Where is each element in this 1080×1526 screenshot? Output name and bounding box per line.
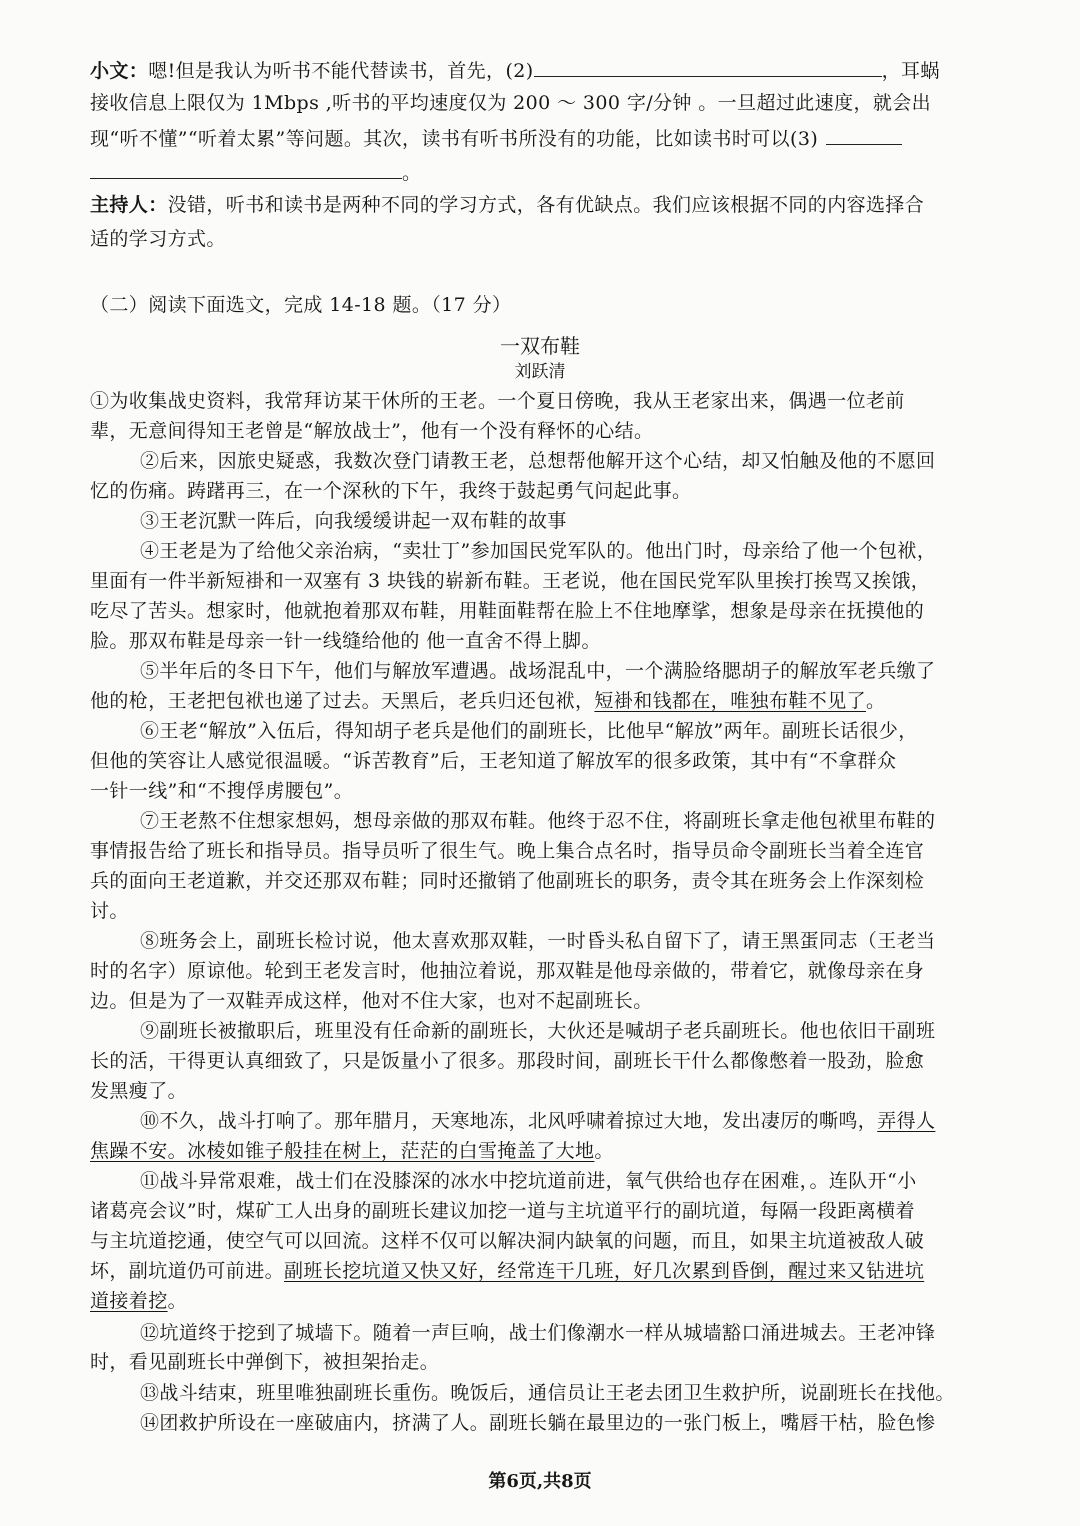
p4-line-4: 脸。那双布鞋是母亲一针一线缝给他的 他一直舍不得上脚。 — [90, 630, 601, 652]
speaker-host: 主持人： — [90, 194, 168, 216]
answer-blank-3a[interactable] — [826, 122, 902, 145]
p5-line-2: 他的枪，王老把包袱也递了过去。天黑后，老兵归还包袱，短褂和钱都在，唯独布鞋不见了。 — [90, 690, 886, 712]
p9-line-3: 发黑瘦了。 — [90, 1080, 188, 1102]
underlined-sentence: 短褂和钱都在，唯独布鞋不见了 — [594, 690, 867, 712]
xiaowen-line-2: 接收信息上限仅为 1Mbps ,听书的平均速度仅为 200 ～ 300 字/分钟 。一旦超过此速度，就会出 — [90, 92, 932, 114]
article-title: 一双布鞋 — [500, 334, 580, 358]
p4-line-3: 吃尽了苦头。想家时，他就抱着那双布鞋，用鞋面鞋帮在脸上不住地摩挲，想象是母亲在抚摸他的 — [90, 600, 925, 622]
p1-line-1: ①为收集战史资料，我常拜访某干休所的王老。一个夏日傍晚，我从王老家出来，偶遇一位老前 — [90, 390, 905, 412]
speaker-xiaowen: 小文： — [90, 60, 149, 82]
p7-line-2: 事情报告给了班长和指导员。指导员听了很生气。晚上集合点名时，指导员命令副班长当着全连官 — [90, 840, 925, 862]
p6-line-3: 一针一线”和“不搜俘虏腰包”。 — [90, 780, 354, 802]
xiaowen-line-3: 现“听不懂”“听着太累”等问题。其次，读书有听书所没有的功能，比如读书时可以(3) — [90, 122, 1020, 154]
answer-blank-3b[interactable] — [90, 156, 402, 179]
p13-line-1: ⑬战斗结束，班里唯独副班长重伤。晚饭后，通信员让王老去团卫生救护所，说副班长在找他。 — [140, 1382, 955, 1404]
p8-line-1: ⑧班务会上，副班长检讨说，他太喜欢那双鞋，一时昏头私自留下了，请王黑蛋同志（王老当 — [140, 930, 936, 952]
underlined-sentence: 道接着挖 — [90, 1290, 168, 1312]
p4-line-1: ④王老是为了给他父亲治病，“卖壮丁”参加国民党军队的。他出门时，母亲给了他一个包袱， — [140, 540, 937, 562]
p9-line-2: 长的活，干得更认真细致了，只是饭量小了很多。那段时间，副班长干什么都像憋着一股劲，脸愈 — [90, 1050, 925, 1072]
p2-line-2: 忆的伤痛。踌躇再三，在一个深秋的下午，我终于鼓起勇气问起此事。 — [90, 480, 692, 502]
p14-line-1: ⑭团救护所设在一座破庙内，挤满了人。副班长躺在最里边的一张门板上，嘴唇干枯，脸色惨 — [140, 1412, 936, 1434]
xiaowen-line-4: 。 — [90, 156, 1020, 188]
p8-line-2: 时的名字）原谅他。轮到王老发言时，他抽泣着说，那双鞋是他母亲做的，带着它，就像母亲在身 — [90, 960, 925, 982]
page-number: 第6页,共8页 — [0, 1470, 1080, 1494]
p10-line-1: ⑩不久，战斗打响了。那年腊月，天寒地冻，北风呼啸着掠过大地，发出凄厉的嘶鸣，弄得人 — [140, 1110, 936, 1132]
p7-line-3: 兵的面向王老道歉，并交还那双布鞋；同时还撤销了他副班长的职务，责令其在班务会上作深刻检 — [90, 870, 925, 892]
p3-line-1: ③王老沉默一阵后，向我缓缓讲起一双布鞋的故事 — [140, 510, 567, 532]
p11-line-2: 诸葛亮会议”时，煤矿工人出身的副班长建议加挖一道与主坑道平行的副坑道，每隔一段距离横着 — [90, 1200, 915, 1222]
p11-line-1: ⑪战斗异常艰难，战士们在没膝深的冰水中挖坑道前进，氧气供给也存在困难，。连队开“小 — [140, 1170, 917, 1192]
p9-line-1: ⑨副班长被撤职后，班里没有任命新的副班长，大伙还是喊胡子老兵副班长。他也依旧干副班 — [140, 1020, 936, 1042]
underlined-sentence: 焦躁不安。冰棱如锥子般挂在树上，茫茫的白雪掩盖了大地 — [90, 1140, 595, 1162]
p11-line-3: 与主坑道挖通，使空气可以回流。这样不仅可以解决洞内缺氧的问题，而且，如果主坑道被敌人破 — [90, 1230, 925, 1252]
p1-line-2: 辈，无意间得知王老曾是“解放战士”，他有一个没有释怀的心结。 — [90, 420, 654, 442]
answer-blank-2[interactable] — [534, 54, 882, 77]
p8-line-3: 边。但是为了一双鞋弄成这样，他对不住大家，也对不起副班长。 — [90, 990, 653, 1012]
p7-line-4: 讨。 — [90, 900, 129, 922]
section-heading: （二）阅读下面选文，完成 14-18 题。（17 分） — [90, 294, 512, 316]
underlined-sentence: 弄得人 — [877, 1110, 936, 1132]
host-line-1: 主持人：没错，听书和读书是两种不同的学习方式，各有优缺点。我们应该根据不同的内容选择合 — [90, 194, 925, 216]
p7-line-1: ⑦王老熬不住想家想妈，想母亲做的那双布鞋。他终于忍不住，将副班长拿走他包袱里布鞋的 — [140, 810, 936, 832]
p11-line-4: 坏，副坑道仍可前进。副班长挖坑道又快又好，经常连干几班，好几次累到昏倒，醒过来又钻进坑 — [90, 1260, 925, 1282]
xiaowen-line-1: 小文：嗯!但是我认为听书不能代替读书，首先，(2) ，耳蜗 — [90, 54, 1020, 86]
p12-line-1: ⑫坑道终于挖到了城墙下。随着一声巨响，战士们像潮水一样从城墙豁口涌进城去。王老冲锋 — [140, 1322, 936, 1344]
p10-line-2: 焦躁不安。冰棱如锥子般挂在树上，茫茫的白雪掩盖了大地。 — [90, 1140, 614, 1162]
p2-line-1: ②后来，因旅史疑惑，我数次登门请教王老，总想帮他解开这个心结，却又怕触及他的不愿回 — [140, 450, 936, 472]
host-line-2: 适的学习方式。 — [90, 228, 226, 250]
underlined-sentence: 副班长挖坑道又快又好，经常连干几班，好几次累到昏倒，醒过来又钻进坑 — [284, 1260, 925, 1282]
p4-line-2: 里面有一件半新短褂和一双塞有 3 块钱的崭新布鞋。王老说，他在国民党军队里挨打挨骂又挨饿， — [90, 570, 931, 592]
p11-line-5: 道接着挖。 — [90, 1290, 188, 1312]
p6-line-2: 但他的笑容让人感觉很温暖。“诉苦教育”后，王老知道了解放军的很多政策，其中有“不拿群众 — [90, 750, 897, 772]
article-author: 刘跃清 — [514, 362, 566, 382]
p5-line-1: ⑤半年后的冬日下午，他们与解放军遭遇。战场混乱中，一个满脸络腮胡子的解放军老兵缴了 — [140, 660, 936, 682]
p6-line-1: ⑥王老“解放”入伍后，得知胡子老兵是他们的副班长，比他早“解放”两年。副班长话很少， — [140, 720, 918, 742]
p12-line-2: 时，看见副班长中弹倒下，被担架抬走。 — [90, 1351, 440, 1373]
